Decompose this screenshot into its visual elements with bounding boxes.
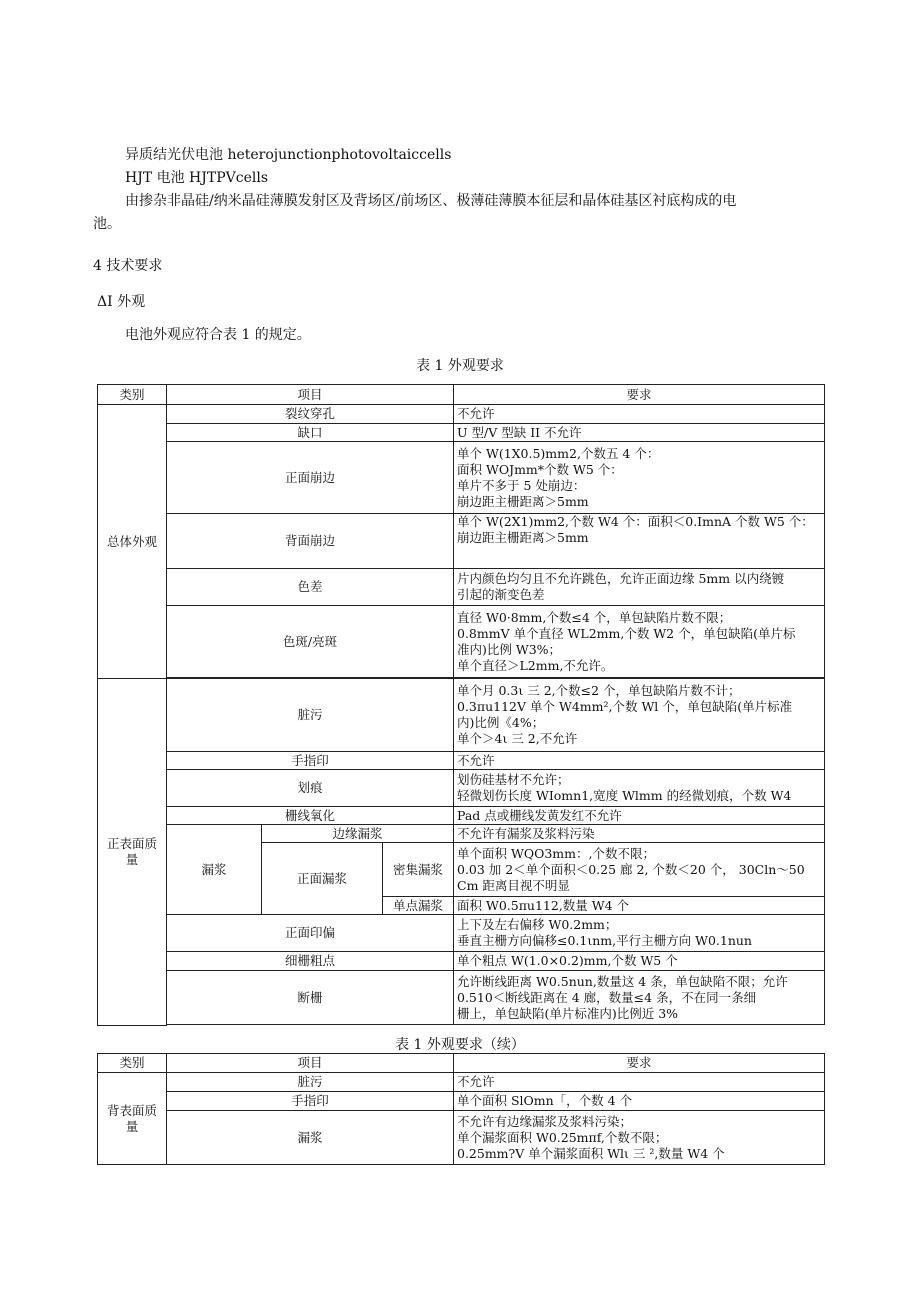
requirement-cell: 片内颜色均匀且不允许跳色，允许正面边缘 5mm 以内绕镀 引起的渐变色差 xyxy=(454,569,825,606)
table-row xyxy=(98,1092,825,1111)
category-back: 背表面质量 xyxy=(98,1073,167,1165)
item-cell: 正面印偏 xyxy=(167,915,454,952)
item-cell: 脏污 xyxy=(167,1073,454,1092)
table-row xyxy=(98,442,825,514)
requirement-cell: 不允许 xyxy=(454,405,825,424)
header-item: 项目 xyxy=(167,1054,454,1073)
category-front: 正表面质量 xyxy=(98,679,167,1026)
item-cell: 细栅粗点 xyxy=(167,952,454,971)
table-row xyxy=(98,915,825,952)
requirement-cell: 不允许有漏浆及浆料污染 xyxy=(454,825,825,843)
item-cell: 色差 xyxy=(167,569,454,606)
item-cell: 脏污 xyxy=(167,679,454,752)
item-leak-group: 漏浆 xyxy=(167,825,262,915)
requirement-cell: 允许断线距离 W0.5nun,数量这 4 条，单包缺陷不限；允许 0.510＜断线距离在 4 廊，数量≤4 条，不在同一条细 栅上，单包缺陷(单片标准内)比例近 3% xyxy=(454,971,825,1025)
section-heading-4-1: ΔI 外观 xyxy=(97,294,146,310)
requirement-cell: 不允许 xyxy=(454,1073,825,1092)
item-cell: 正面崩边 xyxy=(167,442,454,514)
definition-desc-line1: 由掺杂非晶硅/纳米晶硅薄膜发射区及背场区/前场区、极薄硅薄膜本征层和晶体硅基区衬底构成的电 xyxy=(125,193,737,209)
item-cell: 色斑/亮斑 xyxy=(167,606,454,678)
table-row xyxy=(98,807,825,825)
table-row xyxy=(98,606,825,678)
table-row xyxy=(98,679,825,752)
requirement-cell: 划伤硅基材不允许； 轻微划伤长度 WIomn1,宽度 Wlmm 的经微划痕，个数 W4 xyxy=(454,770,825,807)
table-row xyxy=(98,1111,825,1165)
requirement-cell: 面积 W0.5πu112,数量 W4 个 xyxy=(454,897,825,915)
requirement-cell: 单个月 0.3ι 三 2,个数≤2 个，单包缺陷片数不计； 0.3πu112V 单个 W4mm²,个数 Wl 个，单包缺陷(单片标准 内)比例《4%； 单个＞4ι 三 2,不允许 xyxy=(454,679,825,752)
item-cell: 背面崩边 xyxy=(167,514,454,569)
section-intro: 电池外观应符合表 1 的规定。 xyxy=(125,327,311,343)
header-requirement: 要求 xyxy=(454,385,825,405)
item-cell: 漏浆 xyxy=(167,1111,454,1165)
item-cell: 缺口 xyxy=(167,424,454,442)
item-cell: 密集漏浆 xyxy=(383,843,454,897)
definition-abbr: HJT 电池 HJTPVcells xyxy=(125,170,269,186)
header-category: 类别 xyxy=(98,1054,167,1073)
table-row xyxy=(98,514,825,569)
table1 xyxy=(97,384,825,1026)
table-row xyxy=(98,971,825,1025)
item-cell: 裂纹穿孔 xyxy=(167,405,454,424)
section-heading-4: 4 技术要求 xyxy=(93,258,163,274)
item-front-leak: 正面漏浆 xyxy=(262,843,383,915)
definition-desc-line2: 池。 xyxy=(93,216,121,232)
table-row xyxy=(98,952,825,971)
item-cell: 单点漏浆 xyxy=(383,897,454,915)
item-cell: 划痕 xyxy=(167,770,454,807)
header-category: 类别 xyxy=(98,385,167,405)
item-cell: 边缘漏浆 xyxy=(262,825,454,843)
header-requirement: 要求 xyxy=(454,1054,825,1073)
requirement-cell: 单个面积 WQO3mm：,个数不限； 0.03 加 2＜单个面积＜0.25 廊 2, 个数＜20 个， 30Cln～50 Cm 距离目视不明显 xyxy=(454,843,825,897)
requirement-cell: 不允许有边缘漏浆及浆料污染； 单个漏浆面积 W0.25mπf,个数不限； 0.25mm?V 单个漏浆面积 Wlι 三 ²,数量 W4 个 xyxy=(454,1111,825,1165)
item-cell: 断栅 xyxy=(167,971,454,1025)
header-item: 项目 xyxy=(167,385,454,405)
table-row xyxy=(98,825,825,843)
item-cell: 手指印 xyxy=(167,752,454,770)
requirement-cell: 单个 W(1X0.5)mm2,个数五 4 个： 面积 WOJmm*个数 W5 个： 单片不多于 5 处崩边： 崩边距主栅距离＞5mm xyxy=(454,442,825,514)
item-cell: 手指印 xyxy=(167,1092,454,1111)
requirement-cell: 不允许 xyxy=(454,752,825,770)
requirement-cell: U 型/V 型缺 II 不允许 xyxy=(454,424,825,442)
table1-continued xyxy=(97,1053,825,1165)
requirement-cell: Pad 点或栅线发黄发红不允许 xyxy=(454,807,825,825)
table1-cont-caption: 表 1 外观要求（续） xyxy=(395,1037,525,1053)
requirement-cell: 单个面积 SlOmn「，个数 4 个 xyxy=(454,1092,825,1111)
requirement-cell: 单个 W(2X1)mm2,个数 W4 个：面积＜0.ImnA 个数 W5 个： 崩边距主栅距离＞5mm xyxy=(454,514,825,569)
requirement-cell: 上下及左右偏移 W0.2mm； 垂直主栅方向偏移≤0.1ιnm,平行主栅方向 W0.1nun xyxy=(454,915,825,952)
requirement-cell: 单个粗点 W(1.0×0.2)mm,个数 W5 个 xyxy=(454,952,825,971)
item-cell: 栅线氧化 xyxy=(167,807,454,825)
table-row xyxy=(98,405,825,424)
definition-term: 异质结光伏电池 heterojunctionphotovoltaiccells xyxy=(125,147,452,163)
requirement-cell: 直径 W0·8mm,个数≤4 个，单包缺陷片数不限； 0.8mmV 单个直径 WL2mm,个数 W2 个，单包缺陷(单片标 准内)比例 W3%； 单个直径＞L2mm,不允许。 xyxy=(454,606,825,678)
table-row xyxy=(98,1073,825,1092)
table-row xyxy=(98,569,825,606)
table-row xyxy=(98,770,825,807)
table-row xyxy=(98,424,825,442)
category-overall: 总体外观 xyxy=(98,405,167,679)
table1-caption: 表 1 外观要求 xyxy=(416,358,504,374)
table-row xyxy=(98,752,825,770)
